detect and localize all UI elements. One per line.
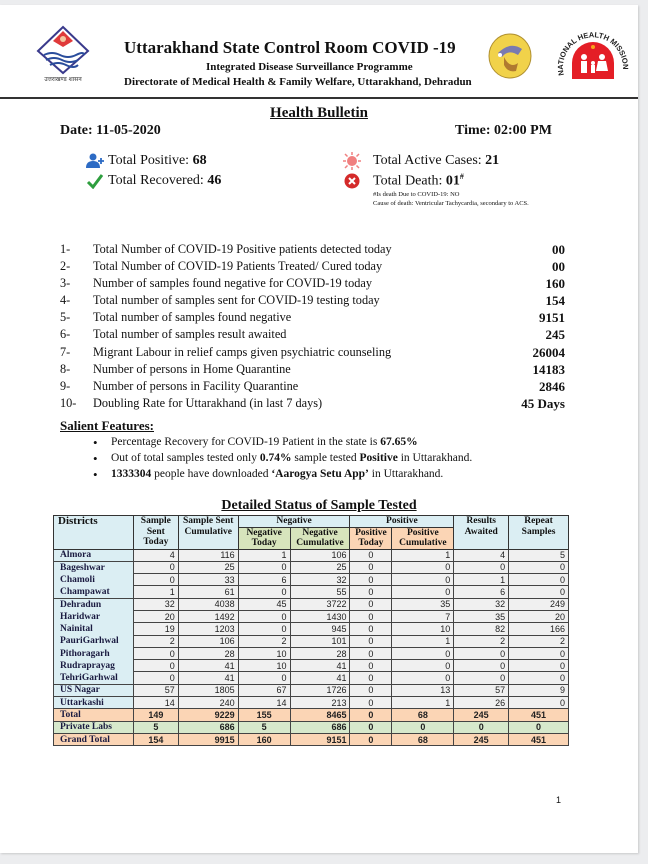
header-divider: [0, 97, 638, 99]
header-title: Uttarakhand State Control Room COVID -19: [124, 38, 456, 57]
table-cell: 1: [392, 635, 454, 647]
list-item-value: 160: [545, 276, 565, 292]
district-name: Chamoli: [54, 574, 134, 586]
table-cell: 9: [509, 684, 569, 696]
table-cell: 32: [133, 598, 178, 610]
table-cell: 0: [392, 586, 454, 598]
table-row: [54, 623, 569, 635]
list-item-text: Total number of samples result awaited: [93, 327, 287, 342]
total-positive: Total Positive: 68: [108, 153, 207, 168]
table-cell: 1: [133, 586, 178, 598]
table-cell: 101: [290, 635, 350, 647]
table-cell: 0: [350, 635, 392, 647]
list-item-num: 4-: [60, 293, 71, 308]
table-cell: 0: [392, 721, 454, 733]
table-cell: 20: [133, 610, 178, 622]
salient-feature-item: • Out of total samples tested only 0.74% sample tested Positive in Uttarakhand.: [93, 452, 472, 468]
table-cell: 1: [238, 549, 290, 561]
list-item-num: 5-: [60, 310, 71, 325]
table-cell: 82: [454, 623, 509, 635]
summary-list-item: [60, 379, 565, 396]
table-row: [54, 721, 569, 733]
header-repeat-samples: Repeat Samples: [509, 516, 569, 550]
table-cell: 4038: [178, 598, 238, 610]
table-cell: 1203: [178, 623, 238, 635]
table-cell: 68: [392, 733, 454, 745]
table-row: [54, 697, 569, 709]
salient-features-heading: Salient Features:: [60, 418, 154, 433]
table-cell: 0: [133, 660, 178, 672]
table-cell: 1: [454, 574, 509, 586]
table-cell: 4: [133, 549, 178, 561]
idsp-emblem-icon: [488, 33, 532, 79]
summary-list-item: [60, 242, 565, 259]
table-cell: 35: [454, 610, 509, 622]
table-cell: 41: [178, 672, 238, 684]
table-cell: 28: [178, 647, 238, 659]
table-cell: 1430: [290, 610, 350, 622]
header-positive-today: Positive Today: [350, 527, 392, 549]
table-cell: 0: [454, 647, 509, 659]
header-negative: Negative: [238, 516, 350, 528]
list-item-num: 10-: [60, 395, 77, 410]
table-cell: 451: [509, 709, 569, 721]
district-name: PauriGarhwal: [54, 635, 134, 647]
checkmark-icon: [86, 173, 104, 189]
table-cell: 0: [350, 709, 392, 721]
table-cell: 0: [350, 660, 392, 672]
table-cell: 2: [509, 635, 569, 647]
idsp-logo: [488, 33, 532, 79]
list-item-text: Total Number of COVID-19 Positive patients detected today: [93, 242, 392, 256]
sample-status-table: [53, 515, 569, 746]
summary-list-item: [60, 345, 565, 362]
summary-list-item: [60, 396, 565, 413]
table-cell: 67: [238, 684, 290, 696]
table-cell: 0: [350, 647, 392, 659]
bulletin-page: [0, 5, 638, 853]
table-row: [54, 549, 569, 561]
table-cell: 41: [290, 672, 350, 684]
table-row: [54, 598, 569, 610]
district-name: Champawat: [54, 586, 134, 598]
table-cell: 57: [133, 684, 178, 696]
table-cell: 9915: [178, 733, 238, 745]
table-cell: 57: [454, 684, 509, 696]
table-cell: 14: [133, 697, 178, 709]
table-cell: 1: [392, 549, 454, 561]
table-cell: 0: [392, 574, 454, 586]
table-cell: 5: [509, 549, 569, 561]
table-cell: 0: [509, 660, 569, 672]
table-cell: 0: [392, 561, 454, 573]
list-item-text: Total Number of COVID-19 Patients Treated/ Cured today: [93, 259, 383, 274]
district-name: Bageshwar: [54, 561, 134, 573]
list-item-text: Doubling Rate for Uttarakhand (in last 7 days): [93, 395, 323, 410]
table-cell: 8465: [290, 709, 350, 721]
table-cell: 26: [454, 697, 509, 709]
table-cell: 0: [350, 598, 392, 610]
table-row: [54, 672, 569, 684]
table-cell: 9229: [178, 709, 238, 721]
list-item-num: 8-: [60, 361, 71, 376]
header-results-awaited: Results Awaited: [454, 516, 509, 550]
table-cell: 0: [509, 647, 569, 659]
table-cell: 0: [133, 647, 178, 659]
header-negative-today: Negative Today: [238, 527, 290, 549]
list-item-text: Number of persons in Home Quarantine: [93, 361, 291, 376]
table-cell: 0: [133, 561, 178, 573]
table-cell: 19: [133, 623, 178, 635]
table-cell: 2: [133, 635, 178, 647]
district-name: Haridwar: [54, 610, 134, 622]
table-cell: 0: [350, 561, 392, 573]
header-negative-cumulative: Negative Cumulative: [290, 527, 350, 549]
summary-list-item: [60, 327, 565, 344]
district-name: Rudraprayag: [54, 660, 134, 672]
list-item-num: 6-: [60, 327, 71, 342]
table-cell: 28: [290, 647, 350, 659]
list-item-text: Migrant Labour in relief camps given psychiatric counseling: [93, 344, 392, 359]
list-item-value: 00: [552, 242, 565, 257]
table-cell: 0: [350, 684, 392, 696]
table-cell: 686: [178, 721, 238, 733]
list-item-num: 3-: [60, 276, 71, 291]
table-cell: 0: [454, 721, 509, 733]
table-cell: 61: [178, 586, 238, 598]
table-row: [54, 610, 569, 622]
page-number: 1: [556, 795, 562, 805]
table-row: [54, 709, 569, 721]
table-cell: 10: [238, 647, 290, 659]
table-cell: 0: [392, 660, 454, 672]
total-active-cases: Total Active Cases: 21: [373, 153, 500, 168]
header-positive: Positive: [350, 516, 454, 528]
list-item-value: 00: [552, 259, 565, 275]
table-row: [54, 733, 569, 745]
table-cell: 32: [290, 574, 350, 586]
table-row: [54, 561, 569, 573]
table-cell: 6: [454, 586, 509, 598]
table-cell: 686: [290, 721, 350, 733]
table-cell: 5: [238, 721, 290, 733]
table-cell: 451: [509, 733, 569, 745]
table-cell: 0: [454, 672, 509, 684]
table-cell: 10: [238, 660, 290, 672]
table-cell: 154: [133, 733, 178, 745]
table-row: [54, 660, 569, 672]
list-item-value: 14183: [532, 361, 565, 377]
table-cell: 0: [238, 586, 290, 598]
svg-text:NATIONAL HEALTH MISSION: NATIONAL HEALTH MISSION: [556, 30, 630, 77]
table-cell: 155: [238, 709, 290, 721]
table-cell: 0: [392, 647, 454, 659]
table-cell: 1: [392, 697, 454, 709]
district-name: Total: [54, 709, 134, 721]
table-cell: 0: [238, 623, 290, 635]
table-cell: 3722: [290, 598, 350, 610]
table-cell: 1726: [290, 684, 350, 696]
table-cell: 7: [392, 610, 454, 622]
table-cell: 5: [133, 721, 178, 733]
virus-icon: [343, 152, 361, 170]
table-row: [54, 647, 569, 659]
death-x-icon: [344, 173, 360, 189]
salient-features-list: [93, 436, 472, 484]
list-item-text: Total number of samples found negative: [93, 310, 292, 325]
table-cell: 0: [133, 574, 178, 586]
table-cell: 166: [509, 623, 569, 635]
table-cell: 0: [509, 672, 569, 684]
table-cell: 0: [350, 610, 392, 622]
table-cell: 149: [133, 709, 178, 721]
table-cell: 32: [454, 598, 509, 610]
list-item-num: 2-: [60, 259, 71, 274]
list-item-num: 1-: [60, 242, 71, 256]
table-cell: 116: [178, 549, 238, 561]
table-cell: 0: [350, 574, 392, 586]
table-cell: 0: [350, 586, 392, 598]
table-cell: 0: [509, 574, 569, 586]
table-cell: 1492: [178, 610, 238, 622]
table-cell: 0: [133, 672, 178, 684]
table-cell: 25: [178, 561, 238, 573]
list-item-value: 45 Days: [521, 395, 565, 411]
death-note: #Is death Due to COVID-19: NO Cause of death: Ventricular Tachycardia, secondary to ACS.: [373, 191, 529, 207]
table-cell: 106: [178, 635, 238, 647]
table-row: [54, 684, 569, 696]
national-health-mission-icon: [556, 23, 630, 93]
table-cell: 0: [509, 697, 569, 709]
header-sample-sent-cumulative: Sample Sent Cumulative: [178, 516, 238, 550]
table-cell: 55: [290, 586, 350, 598]
total-death: Total Death: 01#: [373, 172, 464, 189]
summary-list-item: [60, 293, 565, 310]
summary-list-item: [60, 276, 565, 293]
header-subtitle: Integrated Disease Surveillance Programme: [206, 61, 413, 73]
table-cell: 4: [454, 549, 509, 561]
uttarakhand-emblem-icon: [32, 25, 94, 75]
table-cell: 240: [178, 697, 238, 709]
table-cell: 106: [290, 549, 350, 561]
table-cell: 9151: [290, 733, 350, 745]
district-name: Dehradun: [54, 598, 134, 610]
list-item-value: 154: [545, 293, 565, 309]
summary-list-item: [60, 362, 565, 379]
district-name: TehriGarhwal: [54, 672, 134, 684]
table-cell: 0: [238, 672, 290, 684]
list-item-text: Total number of samples sent for COVID-19 testing today: [93, 293, 380, 308]
table-cell: 0: [509, 561, 569, 573]
table-cell: 245: [454, 733, 509, 745]
table-cell: 245: [454, 709, 509, 721]
header-districts: Districts: [54, 516, 134, 550]
table-cell: 0: [454, 660, 509, 672]
table-cell: 2: [454, 635, 509, 647]
list-item-text: Number of samples found negative for COVID-19 today: [93, 276, 373, 291]
logo-caption: उत्तराखण्ड शासन: [44, 76, 82, 83]
bulletin-date: Date: 11-05-2020: [60, 123, 161, 138]
table-cell: 0: [454, 561, 509, 573]
district-name: Almora: [54, 549, 134, 561]
table-cell: 41: [290, 660, 350, 672]
table-cell: 0: [509, 721, 569, 733]
table-title: Detailed Status of Sample Tested: [221, 498, 417, 513]
bulletin-time: Time: 02:00 PM: [455, 123, 552, 138]
list-item-value: 9151: [539, 310, 565, 326]
table-cell: 0: [350, 549, 392, 561]
district-name: Private Labs: [54, 721, 134, 733]
bulletin-title: Health Bulletin: [270, 105, 368, 121]
add-person-icon: [86, 153, 106, 169]
header: [0, 5, 638, 97]
table-cell: 0: [350, 733, 392, 745]
district-name: Uttarkashi: [54, 697, 134, 709]
summary-list: [60, 242, 565, 413]
table-cell: 13: [392, 684, 454, 696]
table-cell: 2: [238, 635, 290, 647]
table-cell: 20: [509, 610, 569, 622]
table-cell: 1805: [178, 684, 238, 696]
table-cell: 945: [290, 623, 350, 635]
table-cell: 0: [238, 610, 290, 622]
list-item-value: 245: [545, 327, 565, 343]
table-cell: 0: [350, 721, 392, 733]
uttarakhand-govt-logo: [32, 25, 94, 85]
list-item-text: Number of persons in Facility Quarantine: [93, 378, 299, 393]
table-cell: 10: [392, 623, 454, 635]
salient-feature-item: • Percentage Recovery for COVID-19 Patient in the state is 67.65%: [93, 436, 472, 452]
table-cell: 68: [392, 709, 454, 721]
table-cell: 0: [350, 697, 392, 709]
table-cell: 249: [509, 598, 569, 610]
table-row: [54, 574, 569, 586]
table-cell: 41: [178, 660, 238, 672]
table-cell: 0: [350, 672, 392, 684]
salient-feature-item: • 1333304 people have downloaded ‘Aarogya Setu App’ in Uttarakhand.: [93, 468, 472, 484]
table-cell: 35: [392, 598, 454, 610]
nhm-logo: [556, 23, 630, 93]
table-cell: 0: [238, 561, 290, 573]
header-sample-sent-today: Sample Sent Today: [133, 516, 178, 550]
table-cell: 25: [290, 561, 350, 573]
table-row: [54, 635, 569, 647]
header-directorate: Directorate of Medical Health & Family Welfare, Uttarakhand, Dehradun: [124, 76, 472, 88]
district-name: US Nagar: [54, 684, 134, 696]
district-name: Pithoragarh: [54, 647, 134, 659]
table-cell: 0: [350, 623, 392, 635]
table-cell: 213: [290, 697, 350, 709]
list-item-value: 26004: [532, 344, 565, 360]
list-item-num: 7-: [60, 344, 71, 359]
table-cell: 45: [238, 598, 290, 610]
table-cell: 33: [178, 574, 238, 586]
table-cell: 0: [392, 672, 454, 684]
table-row: [54, 586, 569, 598]
header-positive-cumulative: Positive Cumulative: [392, 527, 454, 549]
total-recovered: Total Recovered: 46: [108, 173, 222, 188]
table-cell: 160: [238, 733, 290, 745]
table-cell: 14: [238, 697, 290, 709]
district-name: Nainital: [54, 623, 134, 635]
list-item-num: 9-: [60, 378, 71, 393]
district-name: Grand Total: [54, 733, 134, 745]
summary-list-item: [60, 310, 565, 327]
table-cell: 0: [509, 586, 569, 598]
list-item-value: 2846: [539, 378, 565, 394]
table-cell: 6: [238, 574, 290, 586]
summary-list-item: [60, 259, 565, 276]
